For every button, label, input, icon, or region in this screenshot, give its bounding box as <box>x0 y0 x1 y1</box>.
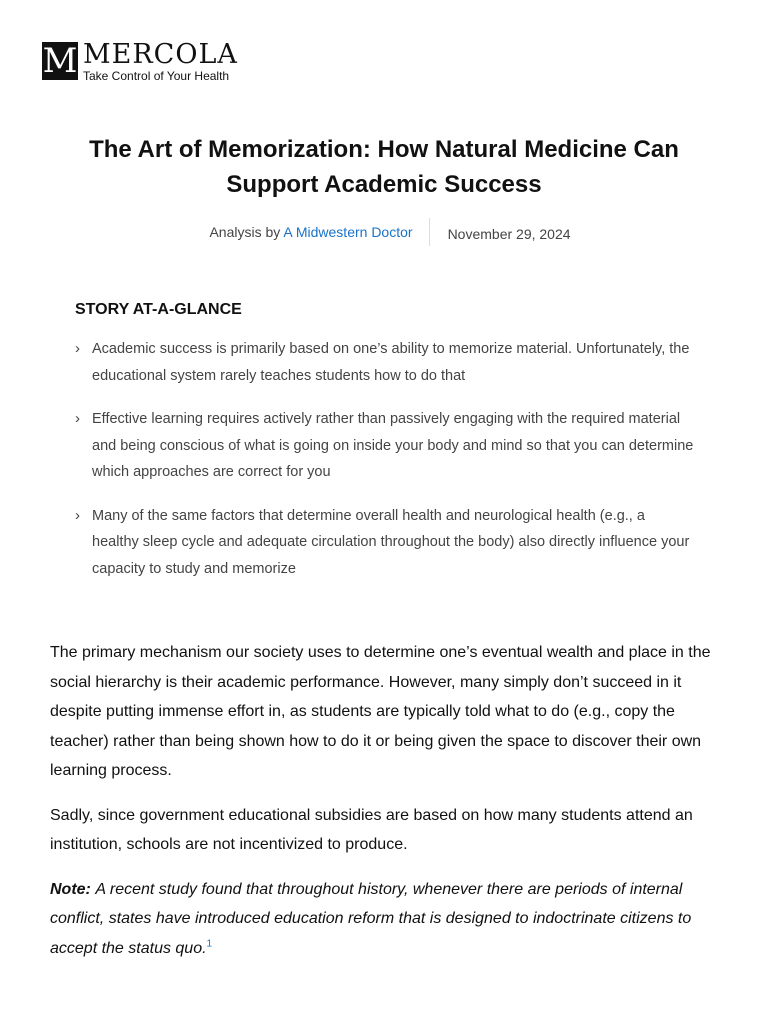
byline <box>209 218 429 246</box>
body-paragraph: The primary mechanism our society uses to determine one’s eventual wealth and place in the social hierarchy is their academic performance. However, many simply don’t succeed in it despite putting immense effort in, as students are typically told what to do (e.g., copy the teacher) rather than being shown how to do it or being given the space to discover their own learning process. <box>50 644 711 779</box>
glance-item-text: Many of the same factors that determine overall health and neurological health (e.g., a healthy sleep cycle and adequate circulation throughout the body) also directly influence your capacity to study and memorize <box>92 507 690 577</box>
chevron-right-icon: › <box>75 506 80 524</box>
glance-item-text: Effective learning requires actively rather than passively engaging with the required material and being conscious of what is going on inside your body and mind so that you can determine which approaches are correct for you <box>92 411 694 480</box>
chevron-right-icon: › <box>75 410 80 427</box>
glance-item-text: Academic success is primarily based on one’s ability to memorize material. Unfortunately, the educational system rarely teaches students how to do that <box>92 341 690 384</box>
glance-heading: STORY AT-A-GLANCE <box>75 301 242 318</box>
chevron-right-icon: › <box>75 340 80 357</box>
brand-tagline: Take Control of Your Health <box>83 69 230 83</box>
glance-list <box>75 336 695 582</box>
logo-text <box>83 39 238 83</box>
byline-prefix: Analysis by <box>209 224 281 240</box>
author-link[interactable]: A Midwestern Doctor <box>283 224 413 240</box>
note-paragraph <box>50 875 722 964</box>
publish-date: November 29, 2024 <box>447 226 571 242</box>
article-meta <box>0 218 768 246</box>
story-at-a-glance <box>75 298 695 599</box>
body-paragraph: Sadly, since government educational subsidies are based on how many students attend an institution, schools are not incentivized to produce. <box>50 806 693 853</box>
footnote-ref-link[interactable]: 1 <box>206 938 213 950</box>
brand-logo[interactable] <box>42 39 238 83</box>
note-text: A recent study found that throughout history, whenever there are periods of internal conflict, states have introduced education reform that is designed to indoctrinate citizens to accept the status quo. <box>50 880 692 957</box>
glance-item <box>75 336 695 389</box>
article-body <box>50 638 722 978</box>
article-title: The Art of Memorization: How Natural Medicine Can Support Academic Success <box>89 136 679 198</box>
glance-item <box>75 406 695 486</box>
note-label: Note: <box>50 880 91 898</box>
glance-item <box>75 503 695 583</box>
logo-mark-icon: M <box>42 41 78 81</box>
brand-name: MERCOLA <box>83 39 238 70</box>
